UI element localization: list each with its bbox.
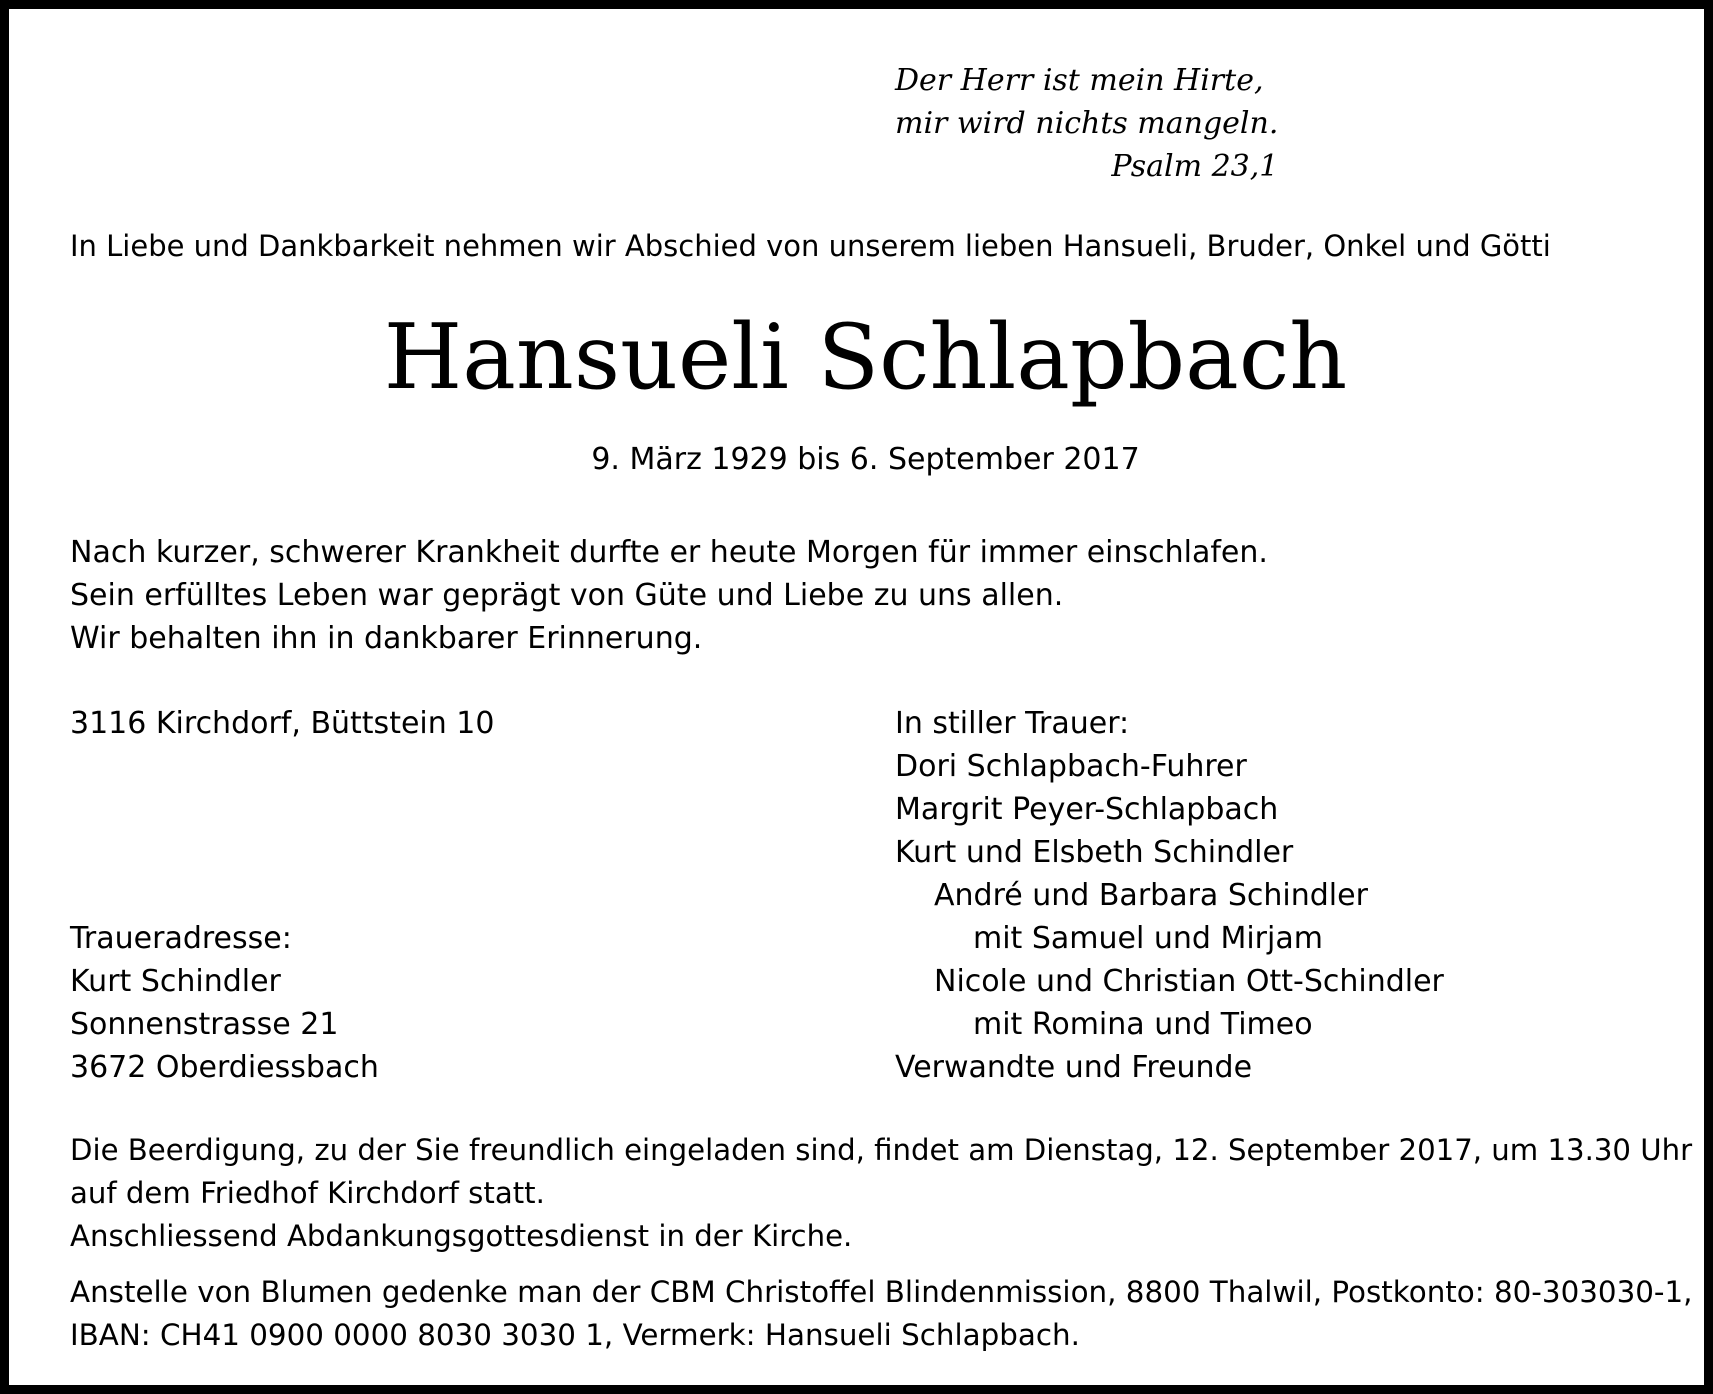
mourning-address-line: Kurt Schindler (70, 964, 281, 999)
mourners-list (895, 702, 1444, 1089)
mourner-entry: mit Samuel und Mirjam (973, 921, 1323, 956)
funeral-line: Die Beerdigung, zu der Sie freundlich eingeladen sind, findet am Dienstag, 12. September 2017, um 13.30 Uhr (70, 1133, 1693, 1167)
donation-info (70, 1271, 1693, 1357)
mourner-entry: Margrit Peyer-Schlapbach (895, 792, 1279, 827)
mourning-address-heading: Traueradresse: (70, 921, 292, 956)
mourning-address-line: Sonnenstrasse 21 (70, 1007, 339, 1042)
psalm-line: Der Herr ist mein Hirte, (895, 63, 1264, 98)
mourner-entry: André und Barbara Schindler (934, 878, 1368, 913)
mourner-entry: Verwandte und Freunde (895, 1050, 1253, 1085)
mourner-entry: Nicole und Christian Ott-Schindler (934, 964, 1444, 999)
psalm-quote (895, 59, 1278, 188)
donation-line: IBAN: CH41 0900 0000 8030 3030 1, Vermerk: Hansueli Schlapbach. (70, 1318, 1080, 1352)
obituary-message (70, 531, 1268, 660)
deceased-name: Hansueli Schlapbach (383, 305, 1348, 410)
intro-text: In Liebe und Dankbarkeit nehmen wir Abschied von unserem lieben Hansueli, Bruder, Onkel und Götti (70, 229, 1551, 263)
psalm-reference: Psalm 23,1 (1111, 149, 1279, 184)
message-line: Wir behalten ihn in dankbarer Erinnerung. (70, 621, 703, 656)
mourning-address (70, 917, 379, 1089)
message-line: Nach kurzer, schwerer Krankheit durfte er heute Morgen für immer einschlafen. (70, 535, 1268, 570)
mourning-address-line: 3672 Oberdiessbach (70, 1050, 379, 1085)
funeral-line: Anschliessend Abdankungsgottesdienst in der Kirche. (70, 1219, 853, 1253)
funeral-info (70, 1129, 1692, 1258)
mourner-entry: mit Romina und Timeo (973, 1007, 1313, 1042)
funeral-line: auf dem Friedhof Kirchdorf statt. (70, 1176, 545, 1210)
mourners-heading: In stiller Trauer: (895, 706, 1130, 741)
home-address: 3116 Kirchdorf, Büttstein 10 (70, 706, 495, 741)
psalm-line: mir wird nichts mangeln. (895, 106, 1279, 141)
life-dates: 9. März 1929 bis 6. September 2017 (591, 442, 1140, 477)
mourner-entry: Dori Schlapbach-Fuhrer (895, 749, 1247, 784)
donation-line: Anstelle von Blumen gedenke man der CBM Christoffel Blindenmission, 8800 Thalwil, Postkonto: 80-303030-1, (70, 1275, 1693, 1309)
message-line: Sein erfülltes Leben war geprägt von Güte und Liebe zu uns allen. (70, 578, 1064, 613)
mourner-entry: Kurt und Elsbeth Schindler (895, 835, 1294, 870)
